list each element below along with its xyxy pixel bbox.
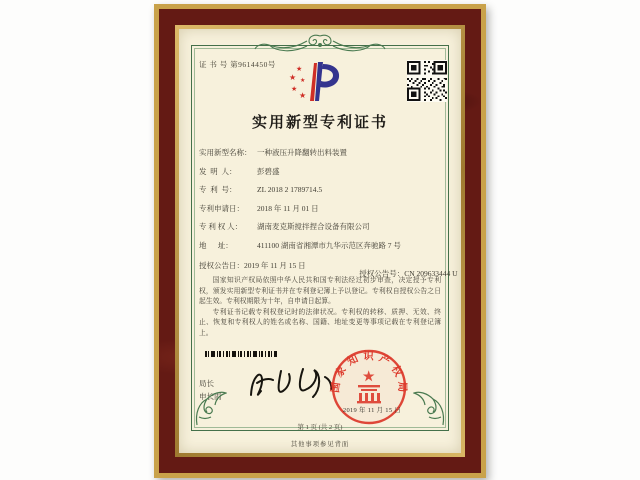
qr-code-icon <box>407 60 447 102</box>
top-garland-ornament <box>245 32 395 54</box>
frame-gold-outer-edge <box>154 4 486 478</box>
field-label: 发 明 人： <box>199 166 237 176</box>
logo-star-icon: ★ <box>300 77 306 84</box>
field-value: 一种液压升降翻转出料装置 <box>257 148 347 157</box>
field-value: 411100 湖南省湘潭市九华示范区奔驰路 7 号 <box>257 240 401 250</box>
seal-text: 国家知识产权局 <box>330 350 408 397</box>
logo-star-icon: ★ <box>291 85 298 93</box>
logo-star-icon: ★ <box>296 65 303 73</box>
logo-star-icon: ★ <box>289 73 297 82</box>
corner-flourish-icon <box>193 387 227 427</box>
grant-date-label: 授权公告日： <box>199 261 244 270</box>
official-seal-icon <box>329 347 409 427</box>
field-patentee <box>199 223 443 231</box>
grant-row <box>199 261 458 278</box>
frame-wood-band <box>159 9 481 473</box>
certificate-paper <box>179 29 461 453</box>
field-label: 地 址： <box>199 240 233 250</box>
frame-gold-inner-trim <box>175 25 465 457</box>
field-list <box>199 149 443 260</box>
legal-paragraph-1: 国家知识产权局依照中华人民共和国专利法经过初步审查，决定授予专利权，颁发实用新型专利证书并在专利登记簿上予以登记。专利权自授权公告之日起生效。专利权期限为十年，自申请日起算。 <box>199 277 441 306</box>
field-value: 彭碧盛 <box>257 166 280 176</box>
field-label: 实用新型名称： <box>199 148 252 157</box>
page-number: 第 1 页 (共 2 页) <box>297 424 343 431</box>
barcode-icon <box>205 351 277 357</box>
field-label: 专 利 号： <box>199 185 237 194</box>
field-value: 湖南麦克斯搅拌捏合设备有限公司 <box>257 222 370 231</box>
director-printed-name: 申长雨 <box>199 392 222 401</box>
field-label: 专 利 权 人： <box>199 222 243 231</box>
legal-paragraph-2: 专利证书记载专利权登记时的法律状况。专利权的转移、质押、无效、终止、恢复和专利权人的姓名或名称、国籍、地址变更等事项记载在专利登记簿上。 <box>199 308 441 337</box>
grant-no-value: CN 209633444 U <box>404 269 458 278</box>
logo-star-icon: ★ <box>299 91 307 100</box>
certificate-number: 证 书 号 第9614450号 <box>199 60 276 69</box>
corner-flourish-icon <box>413 387 447 427</box>
field-utility-model-name <box>199 149 443 157</box>
field-value: ZL 2018 2 1789714.5 <box>257 185 323 194</box>
director-label: 局长 <box>199 379 214 388</box>
director-signature-icon <box>237 359 341 409</box>
cnipa-patent-logo-icon <box>287 60 343 104</box>
field-address <box>199 242 443 250</box>
field-filing-date <box>199 205 443 213</box>
seal-date: 2019 年 11 月 15 日 <box>342 407 402 414</box>
field-inventor <box>199 168 443 176</box>
grant-no-label: 授权公告号： <box>359 269 405 278</box>
see-back-note: 其他事项参见背面 <box>290 441 350 448</box>
legal-text <box>199 276 441 340</box>
certificate-title: 实用新型专利证书 <box>251 115 388 131</box>
field-label: 专利申请日： <box>199 203 244 213</box>
field-patent-number <box>199 186 443 194</box>
grant-date-value: 2019 年 11 月 15 日 <box>244 261 306 270</box>
field-value: 2018 年 11 月 01 日 <box>257 203 319 213</box>
